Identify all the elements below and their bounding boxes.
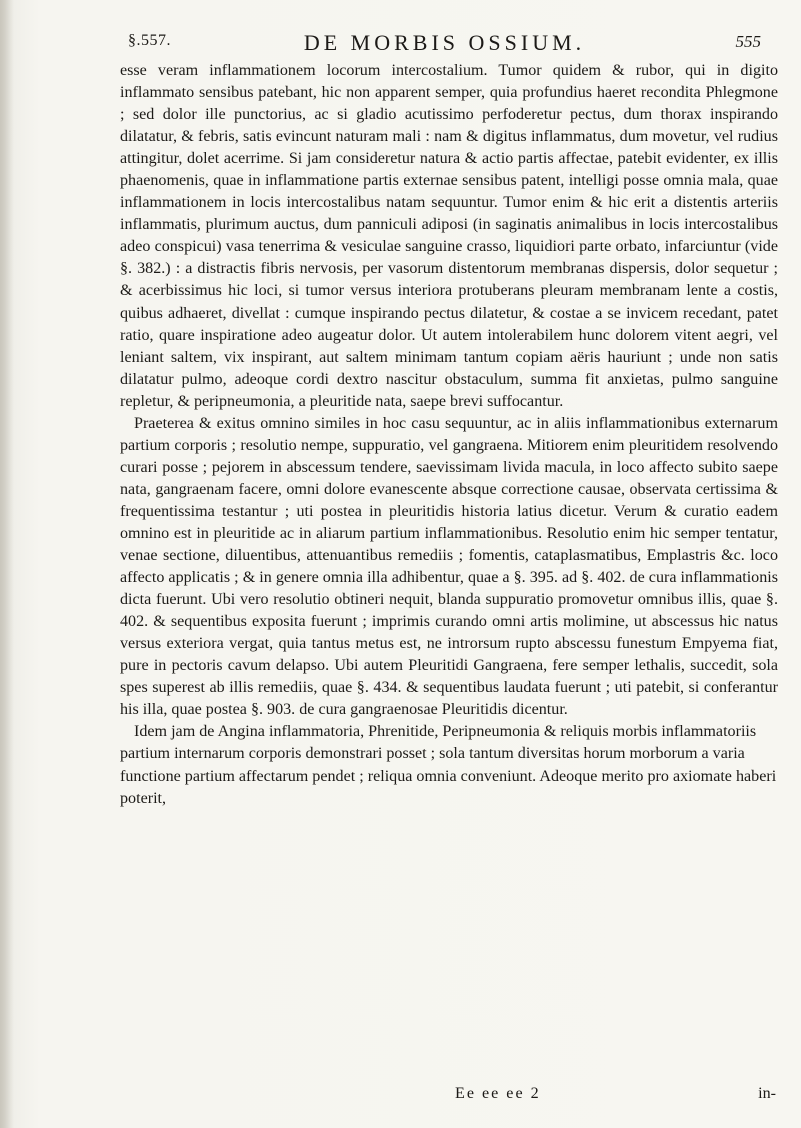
section-number: §.557. [128, 32, 171, 49]
catchword: in- [758, 1085, 776, 1102]
page-number: 555 [735, 32, 761, 51]
running-title: DE MORBIS OSSIUM. [303, 30, 586, 55]
paragraph-continuation: esse veram inflammationem locorum intercostalium. Tumor quidem & rubor, qui in digito inflammato sensibus patebant, hic non apparent semper, quia profundius haeret recondita Phlegmone ; sed dolor ille punctorius, ac si gladio acutissimo perfoderetur pectus, dum thorax inspirando dilatatur, & febris, satis evincunt naturam mali : nam & digitus inflammatus, dum movetur, vel rudius attingitur, dolet acerrime. Si jam consideretur natura & actio partis affectae, patebit evidenter, ex illis phaenomenis, quae in inflammatione partis externae sensibus patent, intelligi posse omnia mala, quae inflammationem in locis intercostalibus natam sequuntur. Tumor enim & hic erit a distentis arteriis inflammatis, plurimum auctus, dum panniculi adiposi (in saginatis animalibus in locis intercostalibus adeo conspicui) vasa tenerrima & vesiculae sanguine crasso, liquidiori parte orbato, infarciuntur (vide §. 382.) : a distractis fibris nervosis, per vasorum distentorum membranas dispersis, dolor sequetur ; & acerbissimus hic loci, si tumor versus interiora protuberans pleuram membranam lente a costis, quibus adhaeret, divellat : cumque inspirando pectus dilatetur, & costae a se invicem recedant, patet ratio, quare inspiratione adeo augeatur dolor. Ut autem intolerabilem hunc dolorem vitent aegri, vel leniant saltem, vix inspirant, aut saltem minimam tantum copiam aëris hauriunt ; unde non satis dilatatur pulmo, adeoque cordi dextro nascitur obstaculum, summa fit anxietas, pulmo sanguine repletur, & peripneumonia, a pleuritide nata, saepe brevi suffocantur. [120, 62, 778, 410]
running-header [128, 30, 761, 54]
page-gutter-shadow [0, 0, 14, 1128]
page-footer [120, 1085, 778, 1107]
main-text [120, 60, 778, 810]
signature-mark: Ee ee ee 2 [455, 1085, 541, 1102]
paragraph-praeterea: Praeterea & exitus omnino similes in hoc casu sequuntur, ac in aliis inflammationibus externarum partium corporis ; resolutio nempe, suppuratio, vel gangraena. Mitiorem enim pleuritidem resolvendo curari posse ; pejorem in abscessum tendere, saevissimam livida macula, in loco affecto subito saepe nata, gangraenam facere, omni dolore evanescente absque correctione causae, observata certissima & frequentissima testantur ; uti postea in pleuritidis historia latius dicetur. Verum & curatio eadem omnino est in pleuritide ac in aliarum partium inflammationibus. Resolutio enim hic semper tentatur, venae sectione, diluentibus, attenuantibus remediis ; fomentis, cataplasmatibus, Emplastris &c. loco affecto applicatis ; & in genere omnia illa adhibentur, quae a §. 395. ad §. 402. de cura inflammationis dicta fuerunt. Ubi vero resolutio obtineri nequit, blanda suppuratio promovetur omnibus illis, quae §. 402. & sequentibus exposita fuerunt ; imprimis curando omni artis molimine, ut abscessus hic natus versus exteriora vergat, quia tantus metus est, ne introrsum rupto abscessu funestum Empyema fiat, pure in pectoris cavum delapso. Ubi autem Pleuritidi Gangraena, fere semper lethalis, succedit, sola spes superest ab illis remediis, quae §. 434. & sequentibus laudata fuerunt ; uti patebit, si conferantur his illa, quae postea §. 903. de cura gangraenosae Pleuritidis dicentur. [120, 414, 778, 719]
paragraph-idem: Idem jam de Angina inflammatoria, Phrenitide, Peripneumonia & reliquis morbis inflammatoriis partium internarum corporis demonstrari posset ; sola tantum diversitas horum morborum a varia functione partium affectarum pendet ; reliqua omnia conveniunt. Adeoque merito pro axiomate haberi poterit, [120, 723, 777, 807]
